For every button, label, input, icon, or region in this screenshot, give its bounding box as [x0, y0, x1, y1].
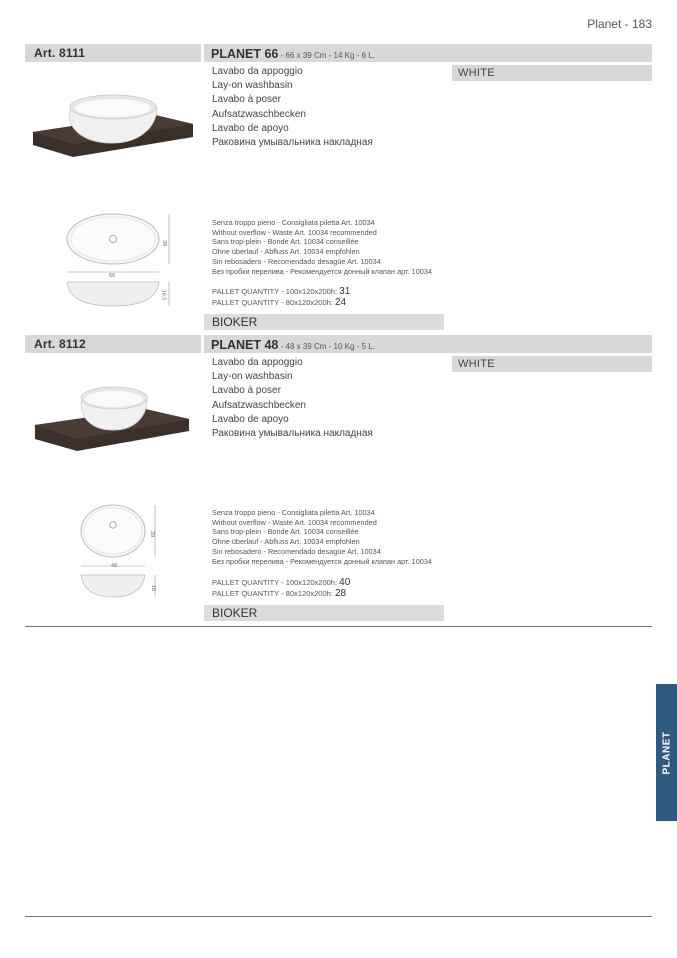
section-tab[interactable] — [656, 684, 677, 821]
dim-width: 48 — [111, 563, 118, 569]
description-fr: Lavabo à poser — [212, 94, 281, 106]
product-8112 — [25, 335, 652, 625]
product-name-bar — [204, 335, 652, 353]
note-it: Senza troppo pieno - Consigliata piletta Art. 10034 — [212, 508, 375, 517]
material-label: BIOKER — [212, 606, 258, 620]
note-it: Senza troppo pieno - Consigliata piletta Art. 10034 — [212, 218, 375, 227]
pallet-value: 28 — [334, 588, 347, 599]
section-tab-label: PLANET — [661, 731, 672, 774]
article-bar — [25, 335, 201, 353]
material-bar — [204, 314, 444, 330]
product-photo — [33, 84, 198, 204]
footer-divider — [25, 916, 652, 917]
pallet-info — [212, 577, 350, 599]
description-ru: Раковина умывальника накладная — [212, 137, 373, 149]
drain-hole — [110, 236, 117, 243]
finish-bar — [452, 356, 652, 372]
description-it: Lavabo da appoggio — [212, 66, 303, 77]
product-name-bar — [204, 44, 652, 62]
drawing-side-view — [81, 575, 145, 597]
pallet-value: 31 — [339, 286, 351, 297]
note-es: Sin rebosadero - Recomendado desagüe Art. 10034 — [212, 256, 381, 266]
note-de: Ohne überlauf - Abfluss Art. 10034 empfohlen — [212, 537, 360, 547]
pallet-line: PALLET QUANTITY - 80x120x200h: 28 — [212, 588, 347, 599]
description-ru: Раковина умывальника накладная — [212, 428, 373, 440]
description-es: Lavabo de apoyo — [212, 413, 289, 425]
note-ru: Без пробки перелива - Рекомендуется донный клапан арт. 10034 — [212, 266, 432, 276]
dim-height: 16,5 — [160, 289, 167, 301]
drain-hole — [110, 522, 116, 528]
article-number: Art. 8112 — [34, 337, 86, 351]
pallet-line: PALLET QUANTITY - 80x120x200h: 24 — [212, 297, 347, 308]
dim-height: 16 — [150, 584, 157, 592]
pallet-line: PALLET QUANTITY - 100x120x200h: 40 — [212, 577, 351, 588]
description-de: Aufsatzwaschbecken — [212, 399, 306, 411]
page-header: Planet - 183 — [587, 17, 652, 31]
description-it: Lavabo da appoggio — [212, 357, 303, 368]
product-8111 — [25, 44, 652, 334]
section-divider — [25, 626, 652, 627]
description-en: Lay-on washbasin — [212, 371, 293, 383]
note-en: Without overflow - Waste Art. 10034 recommended — [212, 517, 377, 527]
product-photo — [33, 381, 198, 501]
pallet-value: 24 — [334, 297, 347, 308]
product-specs: - 48 x 39 Cm - 10 Kg - 5 L. — [278, 342, 375, 351]
dim-depth: 39 — [161, 239, 168, 247]
dim-width: 66 — [109, 273, 116, 279]
note-de: Ohne überlauf - Abfluss Art. 10034 empfohlen — [212, 247, 360, 257]
basin-bowl — [85, 391, 143, 407]
description-list — [212, 356, 373, 441]
product-specs: - 66 x 39 Cm - 14 Kg - 6 L. — [278, 51, 375, 60]
product-name: PLANET 66 — [211, 47, 279, 61]
note-fr: Sans trop-plein - Bonde Art. 10034 conseillée — [212, 237, 359, 247]
material-label: BIOKER — [212, 315, 258, 329]
product-name: PLANET 48 — [211, 338, 279, 352]
material-bar — [204, 605, 444, 621]
installation-notes — [212, 218, 432, 276]
description-en: Lay-on washbasin — [212, 80, 293, 92]
finish-bar — [452, 65, 652, 81]
description-fr: Lavabo à poser — [212, 385, 281, 397]
technical-drawing — [77, 503, 187, 603]
note-en: Without overflow - Waste Art. 10034 recommended — [212, 227, 377, 237]
pallet-line: PALLET QUANTITY - 100x120x200h: 31 — [212, 286, 351, 297]
note-ru: Без пробки перелива - Рекомендуется донный клапан арт. 10034 — [212, 556, 432, 566]
finish-label: WHITE — [458, 67, 495, 79]
description-de: Aufsatzwaschbecken — [212, 108, 306, 120]
description-es: Lavabo de apoyo — [212, 122, 289, 134]
pallet-info — [212, 286, 350, 308]
dim-depth: 39 — [149, 530, 156, 538]
note-fr: Sans trop-plein - Bonde Art. 10034 conseillée — [212, 527, 359, 537]
note-es: Sin rebosadero - Recomendado desagüe Art. 10034 — [212, 546, 381, 556]
pallet-value: 40 — [339, 577, 351, 588]
basin-bowl — [75, 99, 151, 117]
finish-label: WHITE — [458, 358, 495, 370]
article-number: Art. 8111 — [34, 46, 86, 60]
article-bar — [25, 44, 201, 62]
installation-notes — [212, 508, 432, 566]
description-list — [212, 65, 373, 150]
drawing-side-view — [67, 282, 159, 306]
